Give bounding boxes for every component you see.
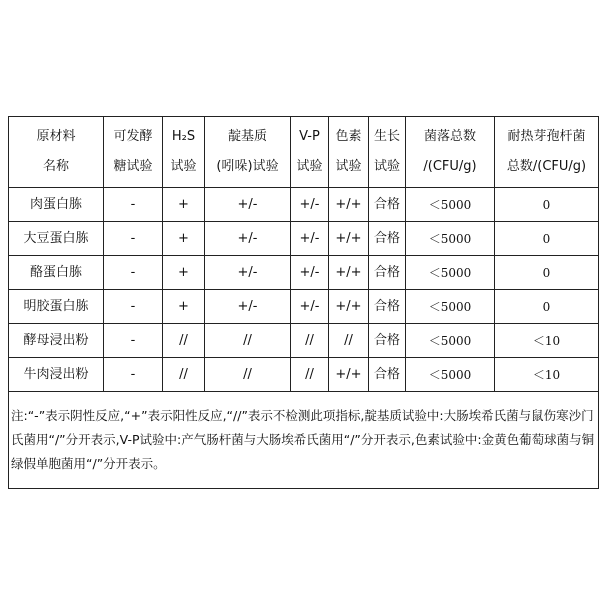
cell-pigment: +/+ [329, 358, 369, 392]
cell-h2s: + [163, 256, 205, 290]
cell-vp: +/- [291, 222, 329, 256]
header-h2s-test: H₂S 试验 [163, 117, 205, 188]
note-row [9, 392, 599, 489]
cell-h2s: + [163, 188, 205, 222]
cell-material-name: 酪蛋白胨 [9, 256, 104, 290]
cell-growth: 合格 [369, 188, 406, 222]
cell-spore-count: 0 [495, 290, 599, 324]
cell-total-colony: ＜5000 [406, 222, 495, 256]
cell-growth: 合格 [369, 256, 406, 290]
cell-indole: +/- [205, 290, 291, 324]
table-row [9, 290, 599, 324]
cell-vp: +/- [291, 256, 329, 290]
cell-vp: // [291, 324, 329, 358]
cell-fermentable-sugar: - [104, 256, 163, 290]
cell-spore-count: 0 [495, 188, 599, 222]
cell-pigment: +/+ [329, 290, 369, 324]
cell-total-colony: ＜5000 [406, 324, 495, 358]
table-row [9, 222, 599, 256]
cell-fermentable-sugar: - [104, 358, 163, 392]
cell-indole: // [205, 324, 291, 358]
header-material-name: 原材料 名称 [9, 117, 104, 188]
cell-indole: +/- [205, 188, 291, 222]
cell-fermentable-sugar: - [104, 222, 163, 256]
cell-pigment: +/+ [329, 222, 369, 256]
cell-spore-count: ＜10 [495, 358, 599, 392]
results-table-container [8, 116, 598, 489]
cell-vp: +/- [291, 290, 329, 324]
cell-h2s: + [163, 290, 205, 324]
cell-material-name: 酵母浸出粉 [9, 324, 104, 358]
header-growth-test: 生长 试验 [369, 117, 406, 188]
header-fermentable-sugar-test: 可发酵 糖试验 [104, 117, 163, 188]
header-total-colony-count: 菌落总数 /(CFU/g) [406, 117, 495, 188]
cell-indole: // [205, 358, 291, 392]
cell-material-name: 明胶蛋白胨 [9, 290, 104, 324]
cell-vp: // [291, 358, 329, 392]
cell-h2s: + [163, 222, 205, 256]
header-indole-test: 靛基质 (吲哚)试验 [205, 117, 291, 188]
cell-pigment: // [329, 324, 369, 358]
cell-total-colony: ＜5000 [406, 358, 495, 392]
cell-spore-count: 0 [495, 222, 599, 256]
cell-material-name: 牛肉浸出粉 [9, 358, 104, 392]
cell-growth: 合格 [369, 222, 406, 256]
cell-growth: 合格 [369, 358, 406, 392]
cell-indole: +/- [205, 256, 291, 290]
cell-total-colony: ＜5000 [406, 290, 495, 324]
cell-fermentable-sugar: - [104, 324, 163, 358]
cell-total-colony: ＜5000 [406, 256, 495, 290]
table-row [9, 188, 599, 222]
table-row [9, 324, 599, 358]
cell-total-colony: ＜5000 [406, 188, 495, 222]
header-vp-test: V-P 试验 [291, 117, 329, 188]
header-heat-resistant-spore-count: 耐热芽孢杆菌 总数/(CFU/g) [495, 117, 599, 188]
table-row [9, 256, 599, 290]
table-row [9, 358, 599, 392]
cell-fermentable-sugar: - [104, 290, 163, 324]
header-row [9, 117, 599, 188]
results-table [8, 116, 599, 489]
header-pigment-test: 色素 试验 [329, 117, 369, 188]
cell-pigment: +/+ [329, 188, 369, 222]
cell-growth: 合格 [369, 324, 406, 358]
cell-indole: +/- [205, 222, 291, 256]
cell-pigment: +/+ [329, 256, 369, 290]
table-note: 注:“-”表示阴性反应,“+”表示阳性反应,“//”表示不检测此项指标,靛基质试验中:大肠埃希氏菌与鼠伤寒沙门氏菌用“/”分开表示,V-P试验中:产气肠杆菌与大肠埃希氏菌用“/”分开表示,色素试验中:金黄色葡萄球菌与铜绿假单胞菌用“/”分开表示。 [9, 392, 599, 489]
cell-material-name: 肉蛋白胨 [9, 188, 104, 222]
cell-vp: +/- [291, 188, 329, 222]
cell-fermentable-sugar: - [104, 188, 163, 222]
cell-h2s: // [163, 358, 205, 392]
cell-spore-count: 0 [495, 256, 599, 290]
cell-growth: 合格 [369, 290, 406, 324]
cell-material-name: 大豆蛋白胨 [9, 222, 104, 256]
cell-h2s: // [163, 324, 205, 358]
cell-spore-count: ＜10 [495, 324, 599, 358]
